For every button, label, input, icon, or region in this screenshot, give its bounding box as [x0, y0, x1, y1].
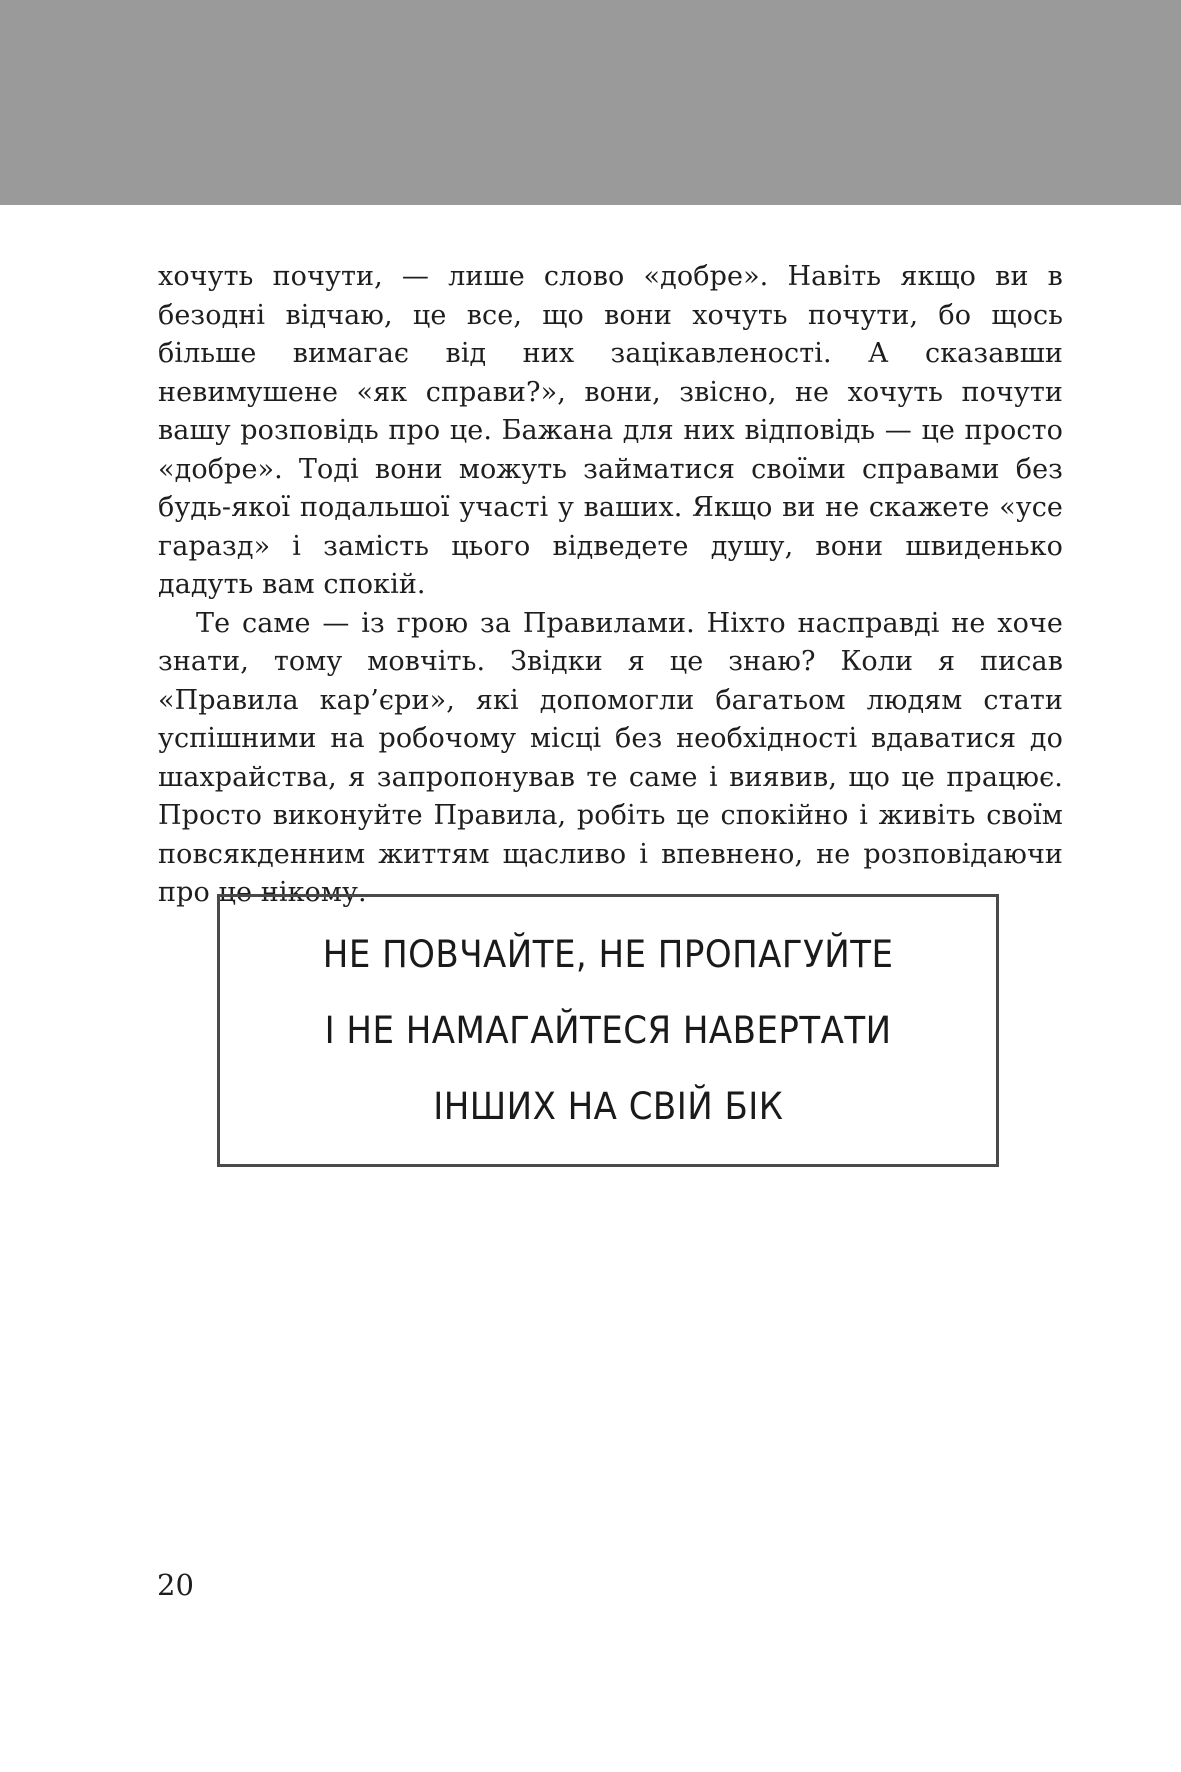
callout-line: І НЕ НАМАГАЙТЕСЯ НАВЕРТАТИ: [324, 1008, 892, 1052]
rule-callout-box: [217, 894, 999, 1167]
page-number: 20: [157, 1568, 194, 1602]
body-text: [158, 258, 1063, 913]
paragraph: Те саме — із грою за Правилами. Ніхто насправді не хоче знати, тому мовчіть. Звідки я це знаю? Коли я писав «Правила кар’єри», які допомогли багатьом людям стати успішними на робочому місці без необхідності вдаватися до шахрайства, я запропонував те саме і виявив, що це працює. Просто виконуйте Правила, робіть це спокійно і живіть своїм повсякденним життям щасливо і впевнено, не розповідаючи про це нікому.: [158, 607, 1063, 908]
paragraph-continuation: хочуть почути, — лише слово «добре». Навіть якщо ви в безодні відчаю, це все, що вони хочуть почути, бо щось більше вимагає від них зацікавленості. А сказавши невимушене «як справи?», вони, звісно, не хочуть почути вашу розповідь про це. Бажана для них відповідь — це просто «добре». Тоді вони можуть займатися своїми справами без будь-якої подальшої участі у ваших. Якщо ви не скажете «усе гаразд» і замість цього відведете душу, вони швиденько дадуть вам спокій.: [158, 261, 1063, 600]
callout-line: НЕ ПОВЧАЙТЕ, НЕ ПРОПАГУЙТЕ: [322, 932, 894, 976]
header-band: [0, 0, 1181, 205]
callout-line: ІНШИХ НА СВІЙ БІК: [432, 1084, 784, 1128]
